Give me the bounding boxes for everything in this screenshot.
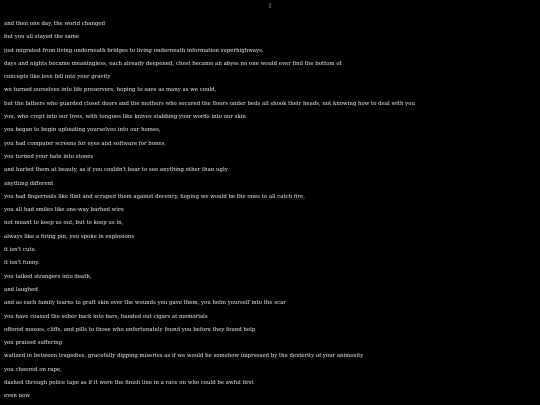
poem-line: and laughed <box>4 286 38 293</box>
poem-line: offered nooses, cliffs, and pills to those who unfortunately found you before they found help <box>4 326 256 333</box>
poem-line: you had fingernails like flint and scraped them against decency, hoping we would be the ones to all catch fire, <box>4 193 305 200</box>
marker-glyph: ⇕ <box>267 2 273 10</box>
poem-line: you talked strangers into death, <box>4 273 92 280</box>
poem-line: just migrated from living underneath bridges to living underneath information superhighways. <box>4 47 264 54</box>
up-down-arrows-icon <box>264 4 276 16</box>
poem-line: and as each family learns to graft skin over the wounds you gave them, you helm yourself into the scar <box>4 300 286 307</box>
poem-line: waltzed in between tragedies, gracefully dipping miseries as if we would be somehow impressed by the dexterity of your animosity <box>4 353 364 360</box>
poem-line: it isn't funny. <box>4 260 40 267</box>
poem-line: you began to begin uploading yourselves into our homes, <box>4 127 161 134</box>
poem-line: you turned your hate into stones <box>4 153 94 160</box>
poem-line: always like a firing pin, you spoke in explosions <box>4 233 135 240</box>
poem-line: you, who crept into our lives, with tongues like knives stabbing your words into our skin <box>4 114 246 121</box>
poem-line: dashed through police tape as if it were the finish line in a race on who could be awful first <box>4 380 254 387</box>
poem-line: and hurled them at beauty, as if you couldn't bear to see anything other than ugly <box>4 167 228 174</box>
poem-line: it isn't cute. <box>4 247 37 254</box>
poem-line: even now <box>4 393 30 400</box>
poem-line: not meant to keep us out, but to keep us in, <box>4 220 124 227</box>
poem-line: we turned ourselves into life preservers, hoping to save as many as we could, <box>4 87 217 94</box>
poem-line: you had computer screens for eyes and software for bones, <box>4 140 167 147</box>
poem-line: and then one day, the world changed <box>4 21 106 27</box>
poem-line: anything different <box>4 180 54 187</box>
poem-line: but the fathers who guarded closet doors and the mothers who secured the floors under beds all shook their heads, not knowing how to deal with you <box>4 100 415 107</box>
poem-line: you praised suffering <box>4 340 63 347</box>
poem-line: days and nights became meaningless, each already deepened, chest became an abyss no one would ever find the bottom of <box>4 60 342 67</box>
poem-text <box>4 18 534 404</box>
poem-line: but you all stayed the same <box>4 34 80 41</box>
poem-line: you all had smiles like one-way barbed wire <box>4 207 124 214</box>
poem-line: you have coaxed the sober back into bars, handed out cigars at memorials <box>4 313 208 320</box>
poem-line: concepts like love fell into your gravity <box>4 74 111 81</box>
poem-line: you cheered on rape, <box>4 366 62 373</box>
